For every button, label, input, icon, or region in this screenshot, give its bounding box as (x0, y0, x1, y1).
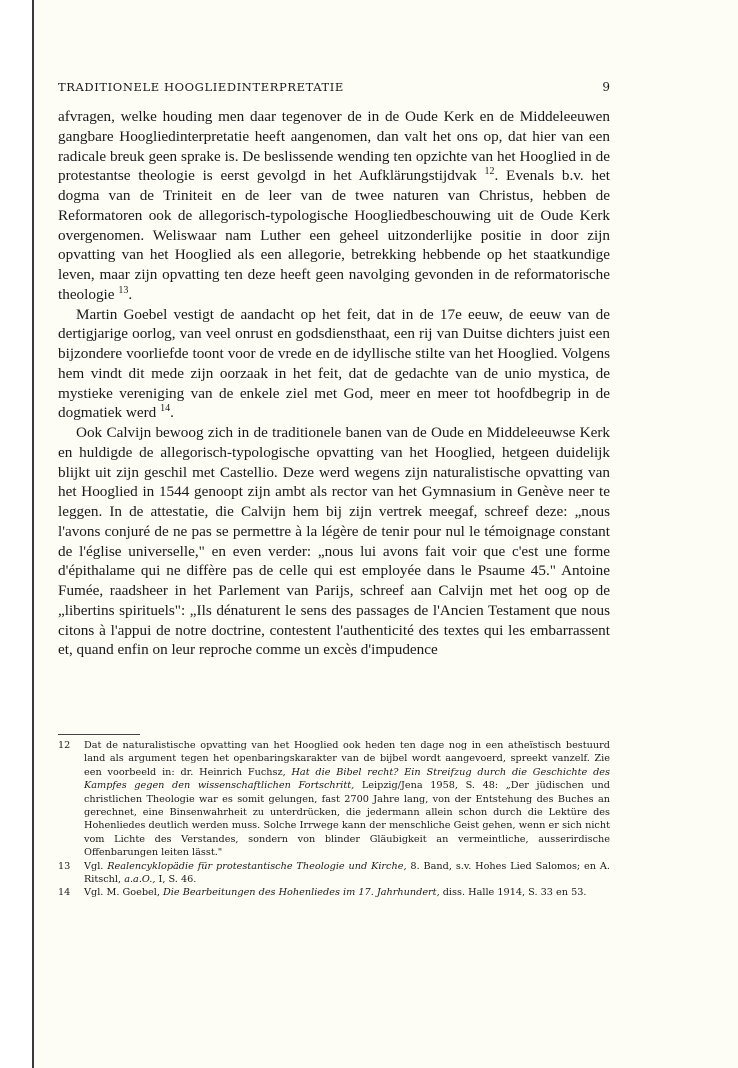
footnote (58, 860, 610, 887)
footnote-number: 12 (58, 740, 71, 751)
footnote (58, 739, 610, 860)
footnote-text: I, S. 46. (155, 874, 197, 886)
footnote-text: 8. Band, s.v. Hohes Lied Salomos; en A. Ritschl, (84, 860, 610, 886)
footnote (58, 886, 610, 899)
footnote-reference[interactable]: 13 (118, 284, 129, 296)
paragraph-text: . (170, 404, 174, 422)
footnote-title: a.a.O., (124, 874, 156, 886)
footnote-title: Realencyklopädie für protestantische Theologie und Kirche, (107, 860, 407, 872)
footnote-text: Vgl. (84, 860, 108, 872)
footnote-number: 13 (58, 860, 71, 872)
footnote-text: Dat de naturalistische opvatting van het Hooglied ook heden ten dage nog in een atheïstisch bestuurd land als argument tegen het openbaringskarakter van de bijbel wordt aangevoerd, spreekt vanzelf. Zie een voorbeeld in: dr. Heinrich Fuchsz, (84, 740, 610, 778)
footnotes (58, 739, 610, 900)
footnote-text: Vgl. M. Goebel, (84, 887, 164, 899)
main-text (58, 107, 610, 660)
paragraph-text: . Evenals b.v. het dogma van de Triniteit en de leer van de twee naturen van Christus, hebben de Reformatoren ook de allegorisch-typologische Hoogliedbeschouwing uit de Oude Kerk overgenomen. Weliswaar nam Luther een geheel uitzonderlijke positie in door zijn opvatting van het Hooglied als een allegorie, betrekking hebbende op het staatkundige leven, maar zijn opvatting ten deze heeft geen navolging gevonden in de reformatorische theologie (58, 167, 610, 303)
footnote-number: 14 (58, 887, 71, 899)
footnote-separator (58, 734, 140, 735)
page-number: 9 (602, 80, 610, 94)
paragraph-text: Martin Goebel vestigt de aandacht op het feit, dat in de 17e eeuw, de eeuw van de dertigjarige oorlog, van veel onrust en godsdiensthaat, een rij van Duitse dichters juist een bijzondere voorliefde toont voor de vrede en de idyllische stilte van het Hooglied. Volgens hem vindt dit mede zijn oorzaak in het feit, dat de gedachte van de unio mystica, de mystieke vereniging van de enkele ziel met God, meer en meer tot hoofdbegrip in de dogmatiek werd (58, 305, 610, 422)
paragraph (58, 107, 610, 305)
paragraph (58, 305, 610, 424)
paragraph: Ook Calvijn bewoog zich in de traditionele banen van de Oude en Middeleeuwse Kerk en huldigde de allegorisch-typologische opvatting van het Hooglied, hetgeen duidelijk blijkt uit zijn geschil met Castellio. Deze werd wegens zijn naturalistische opvatting van het Hooglied in 1544 genoopt zijn ambt als rector van het Gymnasium in Genève neer te leggen. In de attestatie, die Calvijn hem bij zijn vertrek meegaf, schreef deze: „nous l'avons conjuré de ne pas se permettre à la légère de tenir pour nul le témoignage constant de l'église universelle," en even verder: „nous lui avons fait voir que c'est une forme d'épithalame qui ne diffère pas de celle qui est employée dans le Psaume 45." Antoine Fumée, raadsheer in het Parlement van Parijs, schreef aan Calvijn met het oog op de „libertins spirituels": „Ils dénaturent le sens des passages de l'Ancien Testament que nous citons à l'appui de notre doctrine, contestent l'authenticité des textes qui les embarrassent et, quand enfin on leur reproche comme un excès d'impudence (58, 424, 610, 659)
footnote-title: Die Bearbeitungen des Hohenliedes im 17. Jahrhundert, (163, 887, 440, 899)
footnote-text: diss. Halle 1914, S. 33 en 53. (439, 887, 587, 899)
footnote-text: Leipzig/Jena 1958, S. 48: „Der jüdischen und christlichen Theologie war es somit gelungen, fast 2700 Jahre lang, von der Entstehung des Buches an gerechnet, eine Binsenwahrheit zu unterdrücken, die jedermann allein schon durch die Lektüre des Hohenliedes deutlich werden muss. Solche Irrwege kann der menschliche Geist gehen, wenn er sich nicht vom Lichte des Verstandes, sondern von blinder Gläubigkeit an vermeintliche, ausserirdische Offenbarungen leiten lässt." (84, 780, 610, 859)
paragraph-text: . (128, 285, 133, 303)
running-title: TRADITIONELE HOOGLIEDINTERPRETATIE (58, 80, 344, 94)
paragraph-text: afvragen, welke houding men daar tegenover de in de Oude Kerk en de Middeleeuwen gangbare Hoogliedinterpretatie heeft aangenomen, dan valt het ons op, dat hier van een radicale breuk geen sprake is. De beslissende wending ten opzichte van het Hooglied in de protestantse theologie is eerst gevolgd in het Aufklärungstijdvak (58, 108, 610, 185)
footnote-title: Hat die Bibel recht? Ein Streifzug durch die Geschichte des Kampfes gegen den wissenschaftlichen Fortschritt, (84, 766, 611, 792)
footnote-reference[interactable]: 12 (484, 166, 495, 178)
running-header (58, 80, 610, 96)
footnote-reference[interactable]: 14 (160, 403, 171, 415)
